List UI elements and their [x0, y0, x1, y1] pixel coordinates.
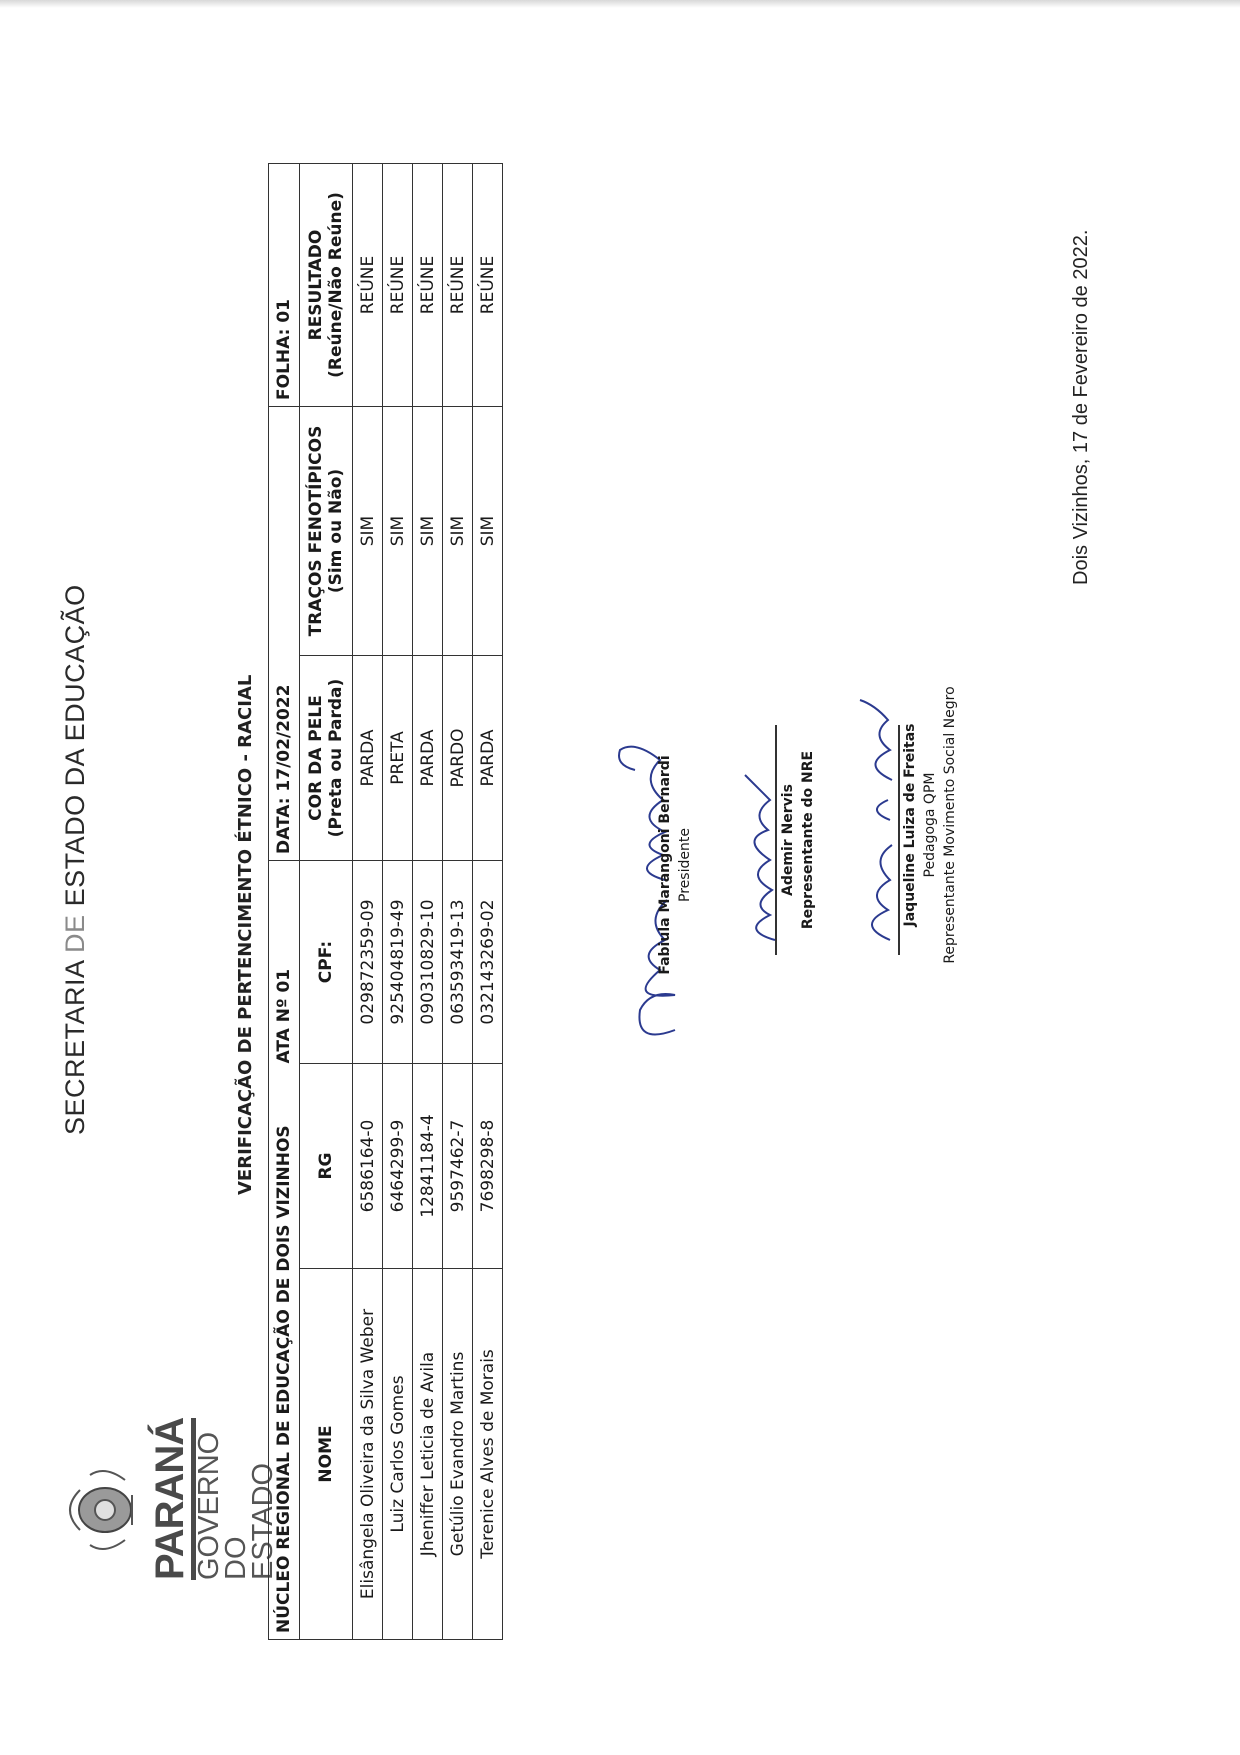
- cell-resultado: REÚNE: [443, 164, 473, 407]
- verification-table: [268, 163, 503, 1640]
- signature-1-name: Fabiula Marangoni Bernardi: [657, 755, 673, 975]
- cell-tracos: SIM: [353, 407, 383, 656]
- signature-1-role: Presidente: [677, 828, 693, 902]
- parana-logo: [148, 1417, 279, 1580]
- cell-resultado: REÚNE: [413, 164, 443, 407]
- cell-tracos: SIM: [473, 407, 503, 656]
- date-label: DATA: 17/02/2022: [274, 684, 294, 854]
- cell-nome: Jheniffer Leticia de Avila: [413, 1269, 443, 1640]
- cell-cpf: 029872359-09: [353, 861, 383, 1064]
- cell-nome: Elisângela Oliveira da Silva Weber: [353, 1269, 383, 1640]
- cell-cpf: 032143269-02: [473, 861, 503, 1064]
- cell-rg: 9597462-7: [443, 1064, 473, 1269]
- cell-cor: PARDA: [473, 656, 503, 861]
- header-cor-line-2: (Preta ou Parda): [326, 678, 346, 838]
- folha-label: FOLHA: 01: [274, 299, 294, 400]
- cell-cpf: 063593419-13: [443, 861, 473, 1064]
- signature-2-role: Representante do NRE: [800, 750, 816, 930]
- signature-block-3: [900, 665, 960, 985]
- header-nome: NOME: [300, 1269, 353, 1640]
- signature-3-name: Jaqueline Luiza de Freitas: [902, 723, 918, 927]
- ata-label: ATA Nº 01: [274, 968, 294, 1064]
- cell-cor: PARDO: [443, 656, 473, 861]
- header-resultado-line-2: (Reúne/Não Reúne): [326, 192, 346, 378]
- table-row: [353, 164, 383, 1640]
- brand-line-2: DO ESTADO: [220, 1462, 279, 1580]
- header-tracos-line-2: (Sim ou Não): [326, 468, 346, 594]
- place-and-date: Dois Vizinhos, 17 de Fevereiro de 2022.: [1070, 229, 1092, 585]
- cell-cor: PARDA: [353, 656, 383, 861]
- table-header-row: [300, 164, 353, 1640]
- cell-tracos: SIM: [413, 407, 443, 656]
- brand-line-1: GOVERNO: [193, 1431, 225, 1580]
- cell-rg: 6586164-0: [353, 1064, 383, 1269]
- cell-tracos: SIM: [443, 407, 473, 656]
- brand-name: PARANÁ: [150, 1418, 196, 1580]
- title-de: DE: [60, 914, 90, 953]
- cell-resultado: REÚNE: [473, 164, 503, 407]
- date-cell: [269, 407, 300, 861]
- page-title: [60, 584, 91, 1135]
- title-part-2: ESTADO DA EDUCAÇÃO: [60, 584, 90, 915]
- cell-nome: Terenice Alves de Morais: [473, 1269, 503, 1640]
- table-meta-row: [269, 164, 300, 1640]
- title-part-1: SECRETARIA: [60, 952, 90, 1135]
- header-rg: RG: [300, 1064, 353, 1269]
- cell-rg: 12841184-4: [413, 1064, 443, 1269]
- cell-cpf: 090310829-10: [413, 861, 443, 1064]
- folha-cell: [269, 164, 300, 407]
- nucleo-label: NÚCLEO REGIONAL DE EDUCAÇÃO DE DOIS VIZINHOS: [274, 1125, 294, 1633]
- header-cor-line-1: COR DA PELE: [306, 695, 326, 821]
- signature-2-name: Ademir Nervis: [780, 784, 796, 896]
- coat-of-arms-icon: [60, 1455, 140, 1565]
- cell-nome: Luiz Carlos Gomes: [383, 1269, 413, 1640]
- cell-rg: 7698298-8: [473, 1064, 503, 1269]
- signature-3-role-2: Representante Movimento Social Negro: [942, 686, 958, 964]
- header-cpf: CPF:: [300, 861, 353, 1064]
- table-row: [413, 164, 443, 1640]
- header-tracos-line-1: TRAÇOS FENOTÍPICOS: [306, 425, 326, 637]
- signature-block-2: [778, 715, 818, 965]
- cell-cpf: 925404819-49: [383, 861, 413, 1064]
- cell-cor: PARDA: [413, 656, 443, 861]
- cell-rg: 6464299-9: [383, 1064, 413, 1269]
- header-resultado-line-1: RESULTADO: [306, 229, 326, 341]
- table-row: [473, 164, 503, 1640]
- cell-resultado: REÚNE: [383, 164, 413, 407]
- signature-3-role-1: Pedagoga QPM: [922, 772, 938, 878]
- cell-tracos: SIM: [383, 407, 413, 656]
- table-row: [443, 164, 473, 1640]
- document-subtitle: VERIFICAÇÃO DE PERTENCIMENTO ÉTNICO - RACIAL: [235, 674, 256, 1195]
- cell-cor: PRETA: [383, 656, 413, 861]
- signature-2-line: [775, 725, 777, 955]
- header-tracos: [300, 407, 353, 656]
- header-cor: [300, 656, 353, 861]
- header-resultado: [300, 164, 353, 407]
- table-row: [383, 164, 413, 1640]
- signature-block-1: [655, 745, 695, 985]
- cell-resultado: REÚNE: [353, 164, 383, 407]
- nucleo-cell: [269, 861, 300, 1640]
- cell-nome: Getúlio Evandro Martins: [443, 1269, 473, 1640]
